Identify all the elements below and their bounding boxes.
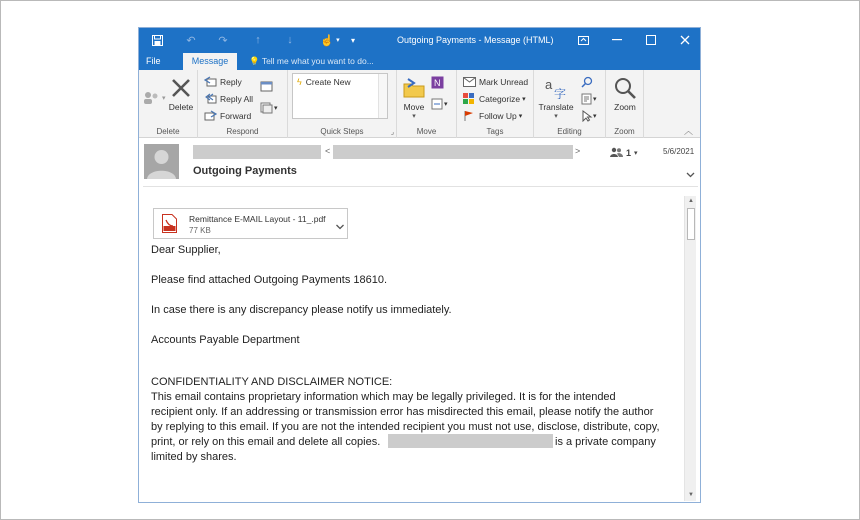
move-folder-icon [402, 74, 426, 102]
follow-up-button[interactable]: Follow Up ▾ [463, 108, 522, 123]
reply-icon [204, 76, 217, 88]
group-label-editing: Editing [557, 127, 582, 136]
group-label-zoom: Zoom [614, 127, 635, 136]
collapse-ribbon-icon[interactable]: ︿ [684, 126, 694, 136]
tell-me-text: Tell me what you want to do... [261, 56, 374, 66]
forward-icon [204, 110, 217, 122]
meeting-icon[interactable] [260, 78, 274, 93]
attachment-size: 77 KB [189, 226, 211, 235]
company-name-redacted [388, 434, 553, 448]
translate-button[interactable]: a 字 Translate ▾ [536, 74, 576, 120]
group-label-delete: Delete [156, 127, 180, 136]
categorize-button[interactable]: Categorize ▾ [463, 91, 526, 106]
disclaimer-title: CONFIDENTIALITY AND DISCLAIMER NOTICE: [151, 376, 393, 388]
up-arrow-icon[interactable]: ↑ [255, 34, 261, 46]
recipients-button[interactable] [610, 147, 638, 159]
group-delete [139, 70, 198, 138]
move-button[interactable]: Move ▾ [401, 74, 427, 120]
down-arrow-icon[interactable]: ↓ [287, 34, 293, 46]
group-label-tags: Tags [486, 127, 504, 136]
scroll-thumb[interactable] [687, 208, 695, 240]
group-editing [534, 70, 606, 138]
redo-icon[interactable]: ↷ [218, 34, 228, 47]
header-divider [143, 186, 698, 187]
reply-button[interactable]: Reply [204, 74, 242, 89]
minimize-icon[interactable] [600, 28, 634, 52]
group-label-respond: Respond [226, 127, 259, 136]
maximize-icon[interactable] [634, 28, 668, 52]
ribbon-tabs [139, 52, 701, 70]
ribbon [139, 70, 701, 138]
onenote-icon[interactable] [431, 75, 444, 90]
attachment-menu-icon[interactable] [335, 219, 345, 229]
disclaimer-line-4a: print, or rely on this email and delete all copies. [151, 436, 381, 448]
ignore-icon[interactable]: ▾ [143, 90, 166, 105]
pdf-icon [162, 214, 177, 233]
recipients-count: 1 [626, 148, 632, 158]
svg-text:a: a [545, 77, 553, 92]
title-bar [139, 28, 701, 52]
create-new-quick-step[interactable]: ϟ Create New [297, 77, 351, 87]
reply-all-button[interactable]: Reply All [204, 91, 253, 106]
save-icon[interactable] [149, 28, 165, 52]
magnifier-icon [613, 74, 637, 102]
sender-bracket-open: < [325, 146, 331, 156]
attachment-card[interactable] [153, 208, 348, 239]
close-icon[interactable] [668, 28, 701, 52]
tell-me-box[interactable] [249, 52, 374, 70]
reply-all-icon [204, 93, 217, 105]
people-icon [610, 147, 623, 159]
group-label-move: Move [416, 127, 437, 136]
find-icon[interactable] [581, 74, 593, 89]
tab-message[interactable]: Message [183, 53, 237, 70]
message-scrollbar[interactable] [684, 196, 696, 501]
delete-label: Delete [168, 102, 194, 112]
message-header [139, 138, 701, 186]
scroll-down-icon[interactable]: ▼ [688, 492, 694, 498]
delete-x-icon [170, 74, 192, 102]
sender-bracket-close: > [575, 146, 581, 156]
expand-header-icon[interactable] [686, 170, 695, 180]
avatar [144, 144, 179, 179]
window-title: Outgoing Payments - Message (HTML) [397, 35, 554, 45]
dialog-launcher-icon[interactable]: ⌟ [390, 129, 394, 136]
zoom-button[interactable]: Zoom [609, 74, 641, 112]
message-date: 5/6/2021 [663, 147, 695, 156]
mark-unread-button[interactable]: Mark Unread [463, 74, 528, 89]
quick-steps-gallery [292, 73, 388, 119]
actions-icon[interactable]: ▾ [431, 96, 448, 111]
more-respond-icon[interactable]: ▾ [260, 100, 278, 115]
envelope-icon [463, 76, 476, 88]
body-line-2: In case there is any discrepancy please notify us immediately. [151, 304, 452, 316]
outlook-message-window [138, 27, 701, 503]
lightning-icon: ϟ [297, 77, 302, 87]
flag-icon [463, 110, 476, 122]
sender-name-redacted [193, 145, 321, 159]
disclaimer-line-2: recipient only. If an addressing or transmission error has misdirected this email, please notify the author [151, 406, 654, 418]
group-move [397, 70, 457, 138]
disclaimer-line-4b: is a private company [555, 436, 656, 448]
group-tags [457, 70, 534, 138]
forward-button[interactable]: Forward [204, 108, 251, 123]
svg-text:字: 字 [554, 87, 567, 100]
disclaimer-line-5: limited by shares. [151, 451, 237, 463]
disclaimer-line-1: This email contains proprietary information which may be legally privileged. It is for the intended [151, 391, 616, 403]
group-zoom [606, 70, 644, 138]
scroll-up-icon[interactable]: ▲ [688, 198, 694, 204]
group-label-quick-steps: Quick Steps [320, 127, 364, 136]
select-cursor-icon[interactable]: ▾ [581, 108, 597, 123]
greeting: Dear Supplier, [151, 244, 221, 256]
translate-icon [544, 74, 568, 102]
tab-file[interactable]: File [146, 56, 161, 66]
group-respond [198, 70, 288, 138]
body-line-1: Please find attached Outgoing Payments 18610. [151, 274, 388, 286]
delete-button[interactable] [166, 74, 196, 112]
svg-text:N: N [434, 78, 441, 88]
disclaimer-line-3: by replying to this email. If you are not the intended recipient you must not use, disclose, distribute, copy, [151, 421, 660, 433]
message-subject: Outgoing Payments [193, 165, 297, 177]
attachment-name: Remittance E-MAIL Layout - 11_.pdf [189, 214, 326, 224]
sender-email-redacted [333, 145, 573, 159]
quick-steps-scroll[interactable] [378, 74, 387, 118]
touch-mode-icon[interactable]: ☝ ▾ [320, 34, 340, 47]
ribbon-display-icon[interactable] [566, 28, 600, 52]
related-icon[interactable]: ▾ [581, 91, 597, 106]
lightbulb-icon: 💡 [249, 56, 260, 66]
signature: Accounts Payable Department [151, 334, 300, 346]
chevron-down-icon: ▾ [634, 150, 638, 157]
undo-icon[interactable]: ↶ [186, 34, 196, 47]
group-quick-steps [288, 70, 397, 138]
categorize-icon [463, 93, 476, 105]
customize-icon[interactable]: ▾ [350, 35, 355, 45]
